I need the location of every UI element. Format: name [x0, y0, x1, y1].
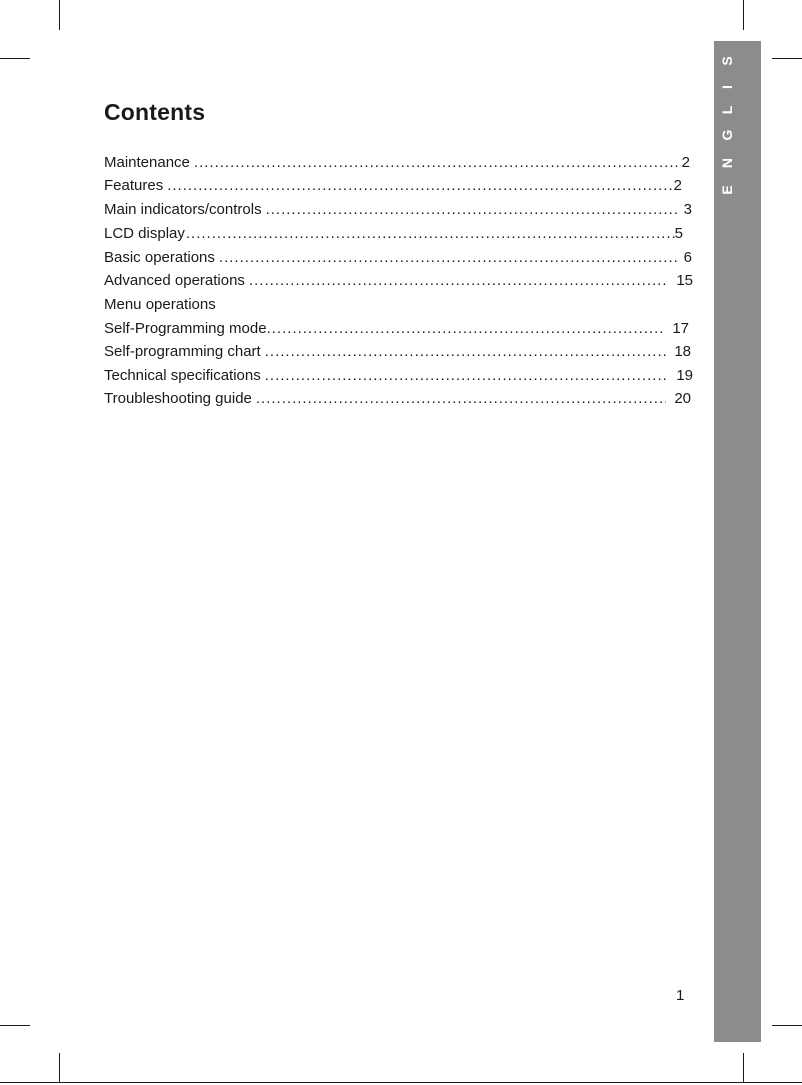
toc-entry-page: 15: [676, 272, 693, 289]
side-tab-letter: G: [719, 129, 735, 141]
toc-entry-page: 5: [674, 225, 683, 242]
toc-entry-lcd-display[interactable]: [104, 223, 683, 245]
toc-entry-label: Advanced operations: [104, 272, 245, 289]
crop-mark: [743, 1053, 744, 1083]
bottom-rule: [0, 1082, 802, 1083]
toc-entry-page: 6: [683, 249, 692, 266]
toc-entry-label: Features: [104, 177, 164, 194]
toc-entry-label: LCD display: [104, 225, 185, 242]
crop-mark: [59, 0, 60, 30]
toc-entry-page: 2: [673, 177, 682, 194]
toc-entry-technical-specifications[interactable]: [104, 365, 693, 387]
toc-leader-dots: [266, 199, 680, 221]
page-title: Contents: [104, 99, 206, 125]
toc-leader-dots: [256, 388, 666, 410]
toc-entry-page: 20: [674, 390, 691, 407]
toc-entry-maintenance[interactable]: [104, 152, 690, 174]
crop-mark: [743, 0, 744, 30]
toc-entry-self-programming-mode[interactable]: [104, 318, 689, 340]
toc-leader-dots: [219, 247, 680, 269]
toc-entry-label: Technical specifications: [104, 367, 261, 384]
toc-entry-label: Maintenance: [104, 154, 190, 171]
side-tab-letter: S: [719, 56, 735, 66]
toc-entry-label: Main indicators/controls: [104, 201, 262, 218]
toc-entry-label: Basic operations: [104, 249, 215, 266]
toc-entry-page: 2: [681, 154, 690, 171]
toc-entry-self-programming-chart[interactable]: [104, 341, 691, 363]
language-side-tab-label: [714, 41, 761, 201]
toc-leader-dots: [167, 175, 673, 197]
toc-leader-dots: [265, 365, 669, 387]
crop-mark: [772, 58, 802, 59]
toc-entry-label: Menu operations: [104, 296, 216, 313]
toc-entry-label: Troubleshooting guide: [104, 390, 252, 407]
toc-entry-troubleshooting-guide[interactable]: [104, 388, 691, 410]
toc-leader-dots: [186, 223, 675, 245]
crop-mark: [59, 1053, 60, 1083]
toc-entry-advanced-operations[interactable]: [104, 270, 693, 292]
toc-entry-label: Self-programming chart: [104, 343, 261, 360]
toc-leader-dots: [267, 318, 665, 340]
side-tab-letter: L: [719, 105, 735, 115]
crop-mark: [772, 1025, 802, 1026]
toc-entry-page: 19: [676, 367, 693, 384]
toc-entry-main-indicators-controls[interactable]: [104, 199, 692, 221]
toc-leader-dots: [249, 270, 668, 292]
toc-entry-menu-operations[interactable]: [104, 294, 404, 316]
toc-leader-dots: [265, 341, 667, 363]
toc-entry-basic-operations[interactable]: [104, 247, 692, 269]
toc-entry-label: Self-Programming mode: [104, 320, 267, 337]
crop-mark: [0, 58, 30, 59]
toc-entry-page: 17: [672, 320, 689, 337]
toc-entry-features[interactable]: [104, 175, 682, 197]
side-tab-letter: I: [719, 85, 735, 89]
toc-entry-page: 18: [674, 343, 691, 360]
side-tab-letter: N: [719, 157, 735, 169]
side-tab-letter: E: [719, 185, 735, 195]
crop-mark: [0, 1025, 30, 1026]
toc-leader-dots: [194, 152, 678, 174]
page-number: 1: [676, 987, 685, 1004]
toc-entry-page: 3: [683, 201, 692, 218]
